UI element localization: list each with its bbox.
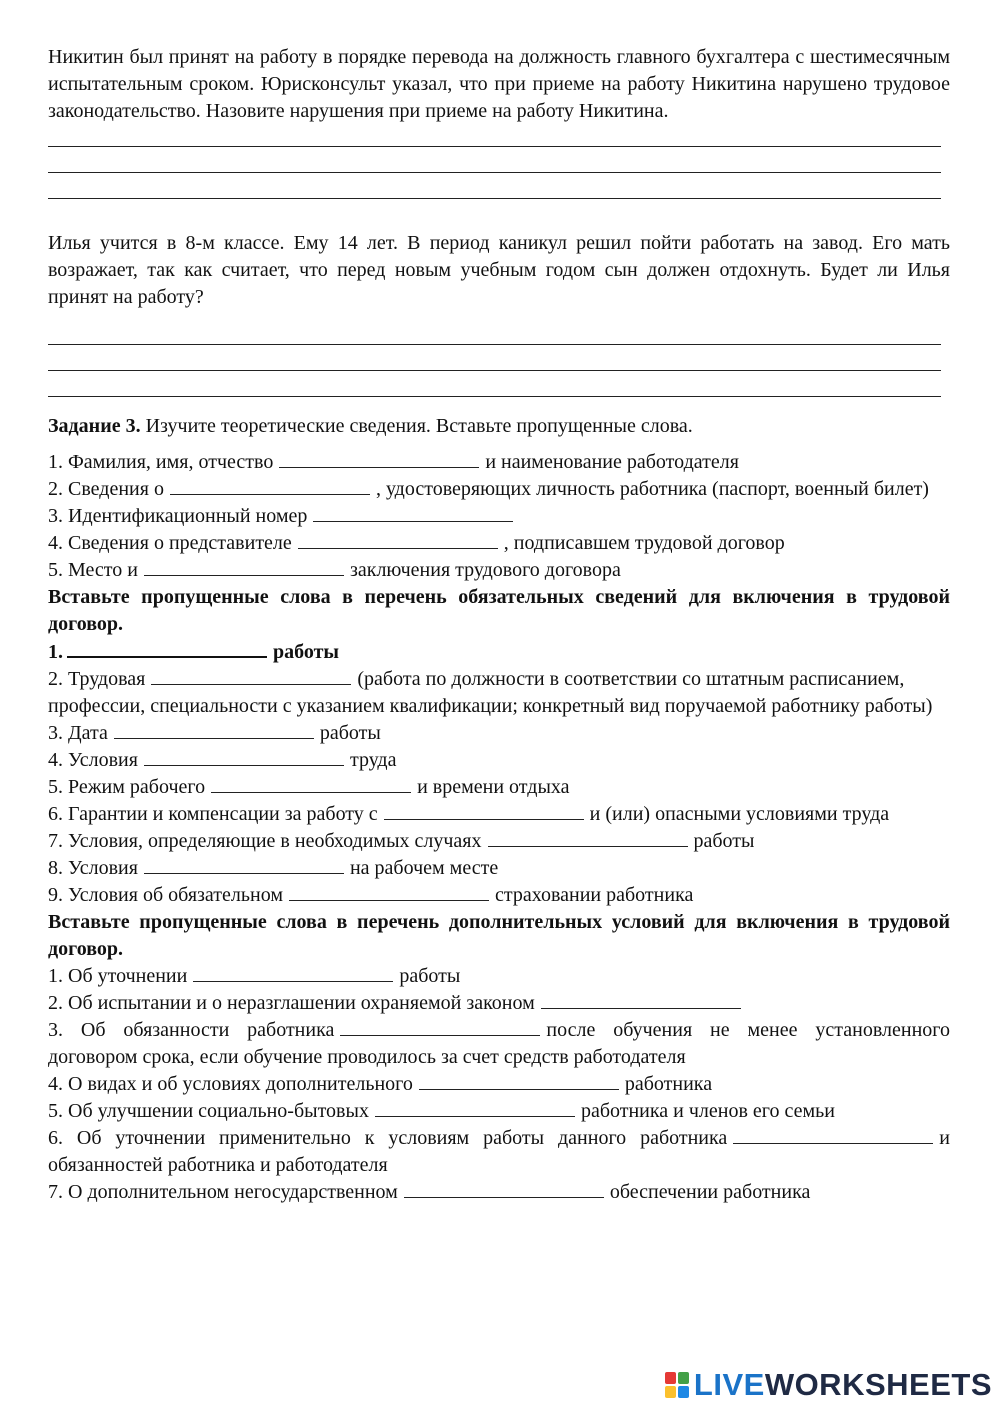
blank-field[interactable] (193, 963, 393, 982)
answer-line[interactable] (48, 151, 950, 177)
list-item: 9. Условия об обязательном страховании работника (48, 884, 694, 906)
list-item: 7. Условия, определяющие в необходимых случаях работы (48, 830, 755, 852)
blank-field[interactable] (170, 476, 370, 495)
blank-field[interactable] (404, 1179, 604, 1198)
blank-field[interactable] (144, 855, 344, 874)
list-item: 2. Об испытании и о неразглашении охраняемой законом (48, 990, 950, 1017)
logo-mark-block (678, 1386, 689, 1398)
list-item: 2. Трудовая (работа по должности в соответствии со штатным расписанием, профессии, специальности с указанием квалификации; конкретный вид поручаемой работнику работы) (48, 668, 933, 717)
case-ilya: Илья учится в 8-м классе. Ему 14 лет. В период каникул решил пойти работать на завод. Его мать возражает, так как считает, что перед новым учебным годом сын должен отдохнуть. Будет ли Илья принят на работу? (48, 232, 950, 308)
list-item: 4. Условия труда (48, 749, 397, 771)
blank-field[interactable] (279, 449, 479, 468)
blank-field[interactable] (733, 1125, 933, 1144)
answer-line[interactable] (48, 349, 950, 375)
logo-text: LIVEWORKSHEETS (693, 1367, 992, 1402)
list-item: 4. О видах и об условиях дополнительного работника (48, 1073, 713, 1095)
task3-heading (48, 413, 950, 440)
list-item: 3. Об обязанности работника после обучения не менее установленного договором срока, если обучение проводилось за счет средств работодателя (48, 1019, 950, 1068)
logo-mark-block (665, 1372, 676, 1384)
task3-text: Изучите теоретические сведения. Вставьте пропущенные слова. (140, 415, 693, 437)
answer-line[interactable] (48, 323, 950, 349)
list-item: 3. Дата работы (48, 722, 381, 744)
list-item: 2. Сведения о , удостоверяющих личность работника (паспорт, военный билет) (48, 478, 929, 500)
blank-field[interactable] (419, 1071, 619, 1090)
list-item: 5. Режим рабочего и времени отдыха (48, 776, 570, 798)
list-item: 1. работы (48, 638, 950, 666)
list-item: 5. Место и заключения трудового договора (48, 559, 621, 581)
blank-field[interactable] (151, 666, 351, 685)
answer-line[interactable] (48, 125, 950, 151)
worksheet-page (48, 44, 950, 1206)
section-heading-required: Вставьте пропущенные слова в перечень обязательных сведений для включения в трудовой договор. (48, 586, 950, 635)
task3-label: Задание 3. (48, 415, 141, 437)
blank-field[interactable] (144, 747, 344, 766)
blank-field[interactable] (289, 882, 489, 901)
list-item: 1. Фамилия, имя, отчество и наименование работодателя (48, 451, 739, 473)
blank-field[interactable] (340, 1017, 540, 1036)
blank-field[interactable] (313, 503, 513, 522)
list-item: 7. О дополнительном негосударственном обеспечении работника (48, 1181, 811, 1203)
answer-line[interactable] (48, 375, 950, 401)
liveworksheets-logo-icon (664, 1370, 690, 1400)
blank-field[interactable] (384, 801, 584, 820)
logo-mark-block (678, 1372, 689, 1384)
blank-field[interactable] (298, 530, 498, 549)
list-item: 3. Идентификационный номер (48, 503, 950, 530)
list-item: 6. Гарантии и компенсации за работу с и (или) опасными условиями труда (48, 803, 890, 825)
section-heading-additional: Вставьте пропущенные слова в перечень дополнительных условий для включения в трудовой договор. (48, 911, 950, 960)
blank-field[interactable] (375, 1098, 575, 1117)
list-item: 4. Сведения о представителе , подписавшем трудовой договор (48, 532, 785, 554)
answer-line[interactable] (48, 177, 950, 203)
blank-field[interactable] (114, 720, 314, 739)
logo-mark-block (665, 1386, 676, 1398)
list-item: 6. Об уточнении применительно к условиям работы данного работника и обязанностей работника и работодателя (48, 1127, 950, 1176)
blank-field[interactable] (67, 638, 267, 658)
blank-field[interactable] (211, 774, 411, 793)
case-nikitin: Никитин был принят на работу в порядке перевода на должность главного бухгалтера с шестимесячным испытательным сроком. Юрисконсульт указал, что при приеме на работу Никитина нарушено трудовое законодательство. Назовите нарушения при приеме на работу Никитина. (48, 46, 950, 122)
list-item: 1. Об уточнении работы (48, 965, 461, 987)
list-item: 8. Условия на рабочем месте (48, 857, 499, 879)
list-item: 5. Об улучшении социально-бытовых работника и членов его семьи (48, 1100, 835, 1122)
blank-field[interactable] (144, 557, 344, 576)
blank-field[interactable] (488, 828, 688, 847)
liveworksheets-logo[interactable] (664, 1363, 992, 1407)
blank-field[interactable] (541, 990, 741, 1009)
